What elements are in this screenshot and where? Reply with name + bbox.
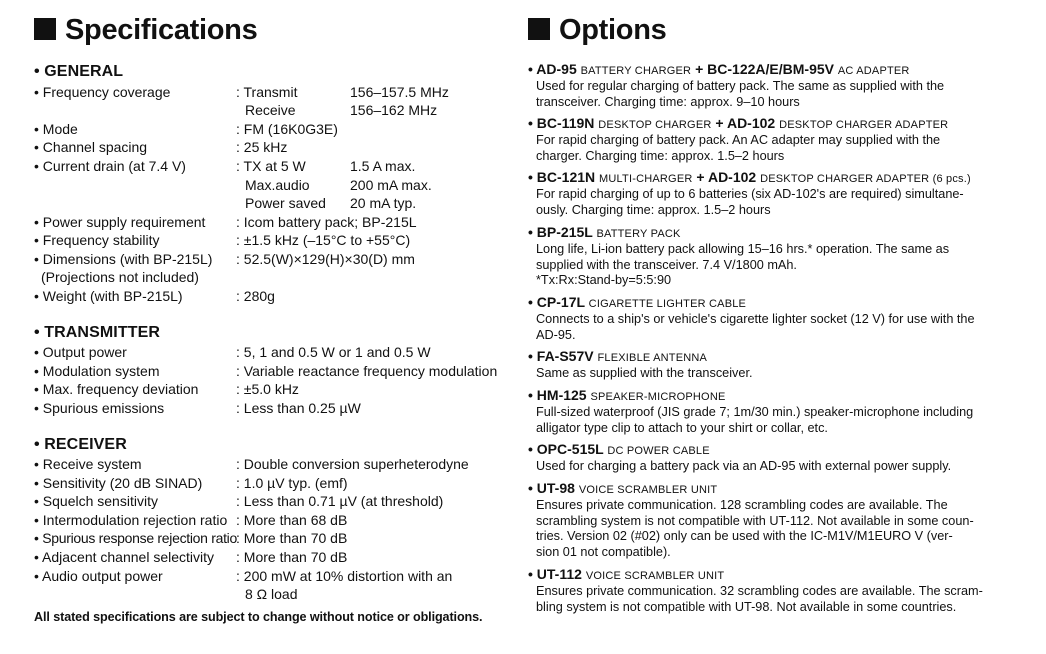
spec-value: : 52.5(W)×129(H)×30(D) mm [236, 251, 415, 267]
option-plus: + [695, 61, 704, 77]
option-text: For rapid charging of up to 6 batteries (six AD-102's are required) simultane- [536, 187, 964, 201]
spec-value-detail: 1.5 A max. [350, 158, 416, 174]
option-name: • CP-17L [528, 294, 585, 310]
option-title [528, 348, 978, 366]
option-text: Ensures private communication. 32 scrambling codes are available. The scram- [536, 584, 983, 598]
option-name: • BC-121N [528, 169, 596, 185]
options-heading [528, 14, 666, 46]
option-title [528, 480, 978, 498]
option-name-2: AD-102 [726, 115, 776, 131]
specifications-title: Specifications [65, 14, 258, 46]
spec-label: • Adjacent channel selectivity [34, 549, 215, 565]
option-desc: CIGARETTE LIGHTER CABLE [588, 298, 747, 310]
option-plus: + [715, 115, 724, 131]
option-title [528, 224, 978, 242]
option-text: Ensures private communication. 128 scrambling codes are available. The [536, 498, 948, 512]
option-text: ously. Charging time: approx. 1.5–2 hours [536, 202, 771, 217]
option-item-bp-215l [528, 224, 978, 289]
option-title [528, 169, 978, 187]
spec-value-detail: 20 mA typ. [350, 195, 417, 211]
option-desc: BATTERY PACK [596, 228, 681, 240]
spec-value: : TX at 5 W [236, 158, 306, 174]
option-text: *Tx:Rx:Stand-by=5:5:90 [536, 273, 672, 288]
option-text: Full-sized waterproof (JIS grade 7; 1m/30 min.) speaker-microphone including [536, 405, 974, 419]
option-text: AD-95. [536, 327, 576, 342]
option-text: Used for regular charging of battery pack. The same as supplied with the [536, 79, 945, 93]
spec-value: : Double conversion superheterodyne [236, 456, 469, 472]
option-item-fa-s57v [528, 348, 978, 382]
spec-sublabel: Max.audio [245, 177, 310, 193]
option-text: tries. Version 02 (#02) only can be used with the IC-M1V/M1EURO V (ver- [536, 529, 953, 544]
spec-sublabel: Receive [245, 102, 296, 118]
option-text: Same as supplied with the transceiver. [536, 366, 753, 380]
specifications-heading [34, 14, 257, 46]
option-title [528, 294, 978, 312]
spec-value: : ±5.0 kHz [236, 381, 299, 397]
spec-label: • Spurious response rejection ratio [34, 530, 237, 546]
spec-value: 8 Ω load [245, 586, 298, 602]
option-name: • UT-112 [528, 566, 582, 582]
option-desc: SPEAKER-MICROPHONE [590, 391, 726, 403]
transmitter-section-title: • TRANSMITTER [34, 324, 161, 341]
option-title [528, 441, 978, 459]
option-item-opc-515l [528, 441, 978, 475]
option-text: alligator type clip to attach to your shirt or collar, etc. [536, 420, 828, 435]
spec-value: : More than 70 dB [236, 530, 348, 546]
spec-value: : 200 mW at 10% distortion with an [236, 568, 453, 584]
spec-sublabel: Power saved [245, 195, 326, 211]
option-text: scrambling system is not compatible with UT-112. Not available in some coun- [536, 513, 974, 528]
spec-value: : More than 70 dB [236, 549, 348, 565]
option-item-ad-95 [528, 61, 978, 110]
specifications-footnote: All stated specifications are subject to change without notice or obligations. [34, 610, 483, 624]
spec-value-detail: 156–157.5 MHz [350, 84, 449, 100]
spec-value: : Less than 0.25 µW [236, 400, 361, 416]
spec-label: • Output power [34, 344, 127, 360]
option-item-bc-119n [528, 115, 978, 164]
spec-value: : 280g [236, 288, 275, 304]
options-title: Options [559, 14, 667, 46]
square-bullet-icon [34, 18, 56, 40]
option-text: Connects to a ship's or vehicle's cigarette lighter socket (12 V) for use with the [536, 312, 975, 326]
option-item-bc-121n [528, 169, 978, 218]
spec-value: : Icom battery pack; BP-215L [236, 214, 417, 230]
option-title [528, 566, 978, 584]
spec-label: • Intermodulation rejection ratio [34, 512, 228, 528]
spec-label: (Projections not included) [41, 269, 199, 285]
spec-value: : 1.0 µV typ. (emf) [236, 475, 348, 491]
option-desc-2: DESKTOP CHARGER ADAPTER [779, 119, 949, 131]
spec-label: • Mode [34, 121, 78, 137]
square-bullet-icon [528, 18, 550, 40]
spec-value: : Less than 0.71 µV (at threshold) [236, 493, 444, 509]
spec-value: : Transmit [236, 84, 298, 100]
option-name: • BP-215L [528, 224, 593, 240]
option-desc: MULTI-CHARGER [599, 173, 693, 185]
option-text: supplied with the transceiver. 7.4 V/1800 mAh. [536, 257, 797, 272]
spec-value: : FM (16K0G3E) [236, 121, 338, 137]
spec-value: : ±1.5 kHz (–15°C to +55°C) [236, 232, 411, 248]
spec-label: • Power supply requirement [34, 214, 206, 230]
option-title [528, 61, 978, 79]
spec-label: • Modulation system [34, 363, 160, 379]
spec-value-detail: 156–162 MHz [350, 102, 438, 118]
option-name: • UT-98 [528, 480, 575, 496]
spec-value: : More than 68 dB [236, 512, 348, 528]
option-name: • BC-119N [528, 115, 595, 131]
option-desc: DESKTOP CHARGER [598, 119, 712, 131]
option-desc-2: AC ADAPTER [837, 65, 910, 77]
option-desc: DC POWER CABLE [607, 445, 710, 457]
option-plus: + [696, 169, 705, 185]
spec-label: • Weight (with BP-215L) [34, 288, 183, 304]
option-item-hm-125 [528, 387, 978, 436]
option-name: • OPC-515L [528, 441, 604, 457]
option-item-cp-17l [528, 294, 978, 343]
option-text: sion 01 not compatible). [536, 544, 671, 559]
option-desc: BATTERY CHARGER [580, 65, 692, 77]
option-desc: FLEXIBLE ANTENNA [597, 352, 708, 364]
option-text: Used for charging a battery pack via an AD-95 with external power supply. [536, 459, 952, 473]
spec-label: • Frequency stability [34, 232, 160, 248]
spec-value: : 5, 1 and 0.5 W or 1 and 0.5 W [236, 344, 431, 360]
option-desc: VOICE SCRAMBLER UNIT [585, 570, 725, 582]
spec-label: • Spurious emissions [34, 400, 165, 416]
spec-label: • Current drain (at 7.4 V) [34, 158, 186, 174]
option-name: • FA-S57V [528, 348, 594, 364]
receiver-section-title: • RECEIVER [34, 436, 127, 453]
option-text: For rapid charging of battery pack. An AC adapter may supplied with the [536, 133, 941, 147]
spec-label: • Dimensions (with BP-215L) [34, 251, 213, 267]
spec-label: • Channel spacing [34, 139, 148, 155]
spec-label: • Sensitivity (20 dB SINAD) [34, 475, 203, 491]
option-item-ut-112 [528, 566, 983, 615]
option-name-2: BC-122A/E/BM-95V [707, 61, 834, 77]
option-text: Long life, Li-ion battery pack allowing 15–16 hrs.* operation. The same as [536, 242, 950, 256]
spec-label: • Max. frequency deviation [34, 381, 199, 397]
option-title [528, 115, 978, 133]
option-text: transceiver. Charging time: approx. 9–10 hours [536, 94, 800, 109]
option-text: charger. Charging time: approx. 1.5–2 hours [536, 148, 785, 163]
option-desc-2: DESKTOP CHARGER ADAPTER (6 pcs.) [760, 173, 971, 185]
spec-value-detail: 200 mA max. [350, 177, 432, 193]
spec-label: • Audio output power [34, 568, 163, 584]
spec-label: • Frequency coverage [34, 84, 171, 100]
option-desc: VOICE SCRAMBLER UNIT [578, 484, 718, 496]
option-title [528, 387, 978, 405]
option-name-2: AD-102 [707, 169, 757, 185]
spec-value: : 25 kHz [236, 139, 288, 155]
spec-value: : Variable reactance frequency modulation [236, 363, 498, 379]
option-text: bling system is not compatible with UT-98. Not available in some countries. [536, 599, 957, 614]
option-name: • AD-95 [528, 61, 577, 77]
option-item-ut-98 [528, 480, 978, 560]
spec-label: • Squelch sensitivity [34, 493, 158, 509]
spec-label: • Receive system [34, 456, 142, 472]
general-section-title: • GENERAL [34, 63, 124, 80]
option-name: • HM-125 [528, 387, 587, 403]
